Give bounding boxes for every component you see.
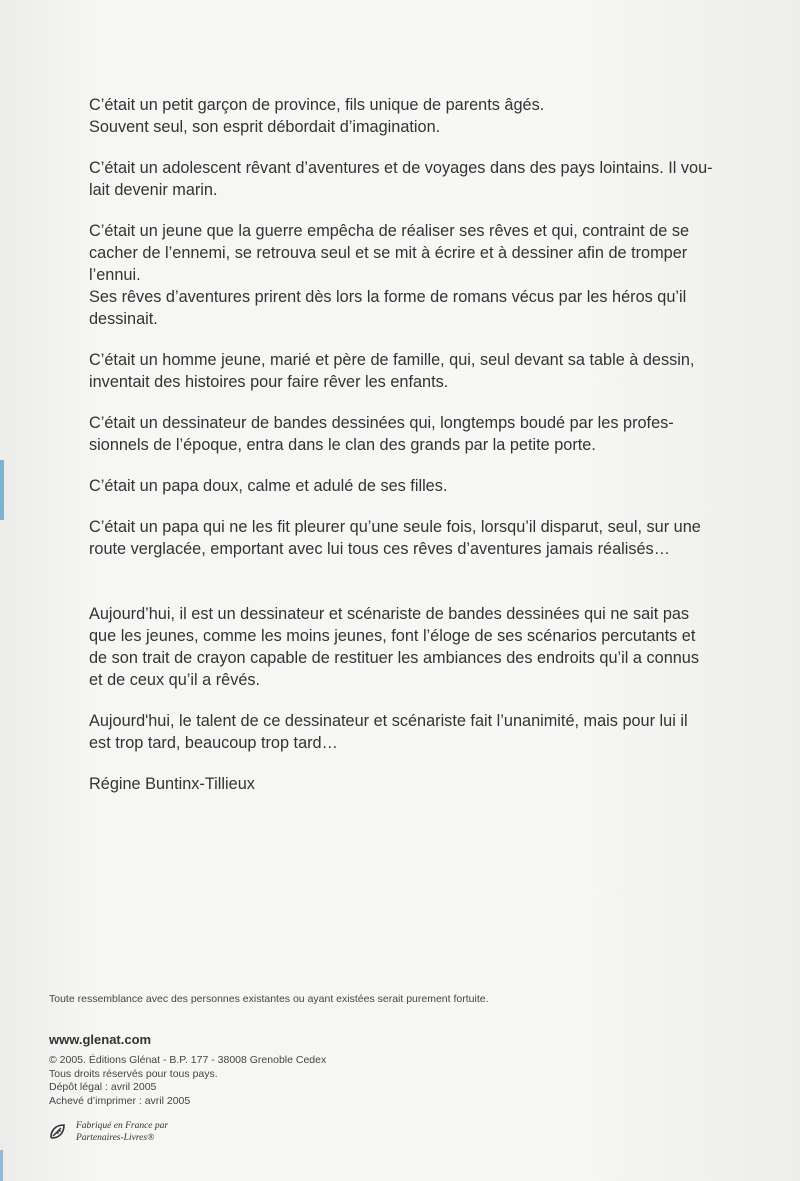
paragraph: Aujourd’hui, il est un dessinateur et scénariste de bandes dessinées qui ne sait pas que les jeunes, comme les moins jeunes, font l’éloge de ses scénarios percutants et de son trait de crayon capable de restituer les ambiances des endroits qu’il a connus et de ceux qu’il a rêvés. [89,605,699,689]
rights-line: Tous droits réservés pour tous pays. [49,1067,218,1080]
legal-notice [49,1054,326,1108]
printed-line: Achevé d’imprimer : avril 2005 [49,1094,191,1107]
printer-line-2: Partenaires-Livres® [76,1133,155,1143]
printer-line-1: Fabriqué en France par [76,1121,169,1131]
website-link[interactable]: www.glenat.com [49,1032,152,1047]
paragraph: C’était un adolescent rêvant d’aventures et de voyages dans des pays lointains. Il vou- lait devenir marin. [89,159,713,199]
printer-credit [48,1120,168,1144]
signature: Régine Buntinx-Tillieux [89,775,255,793]
paragraph: C’était un jeune que la guerre empêcha de réaliser ses rêves et qui, contraint de se cacher de l’ennemi, se retrouva seul et se mit à écrire et à dessiner afin de tromper l’ennui. Ses rêves d’aventures prirent dès lors la forme de romans vécus par les héros qu’il dessinait. [89,222,690,328]
printer-text [76,1120,168,1144]
paragraph: C’était un petit garçon de province, fils unique de parents âgés. Souvent seul, son esprit débordait d’imagination. [89,96,545,136]
page-edge-mark [0,460,4,520]
copyright-line: © 2005. Éditions Glénat - B.P. 177 - 38008 Grenoble Cedex [49,1054,327,1066]
paragraph: C’était un homme jeune, marié et père de famille, qui, seul devant sa table à dessin, inventait des histoires pour faire rêver les enfants. [89,351,695,391]
main-text [89,94,755,814]
paragraph: Aujourd'hui, le talent de ce dessinateur et scénariste fait l’unanimité, mais pour lui il est trop tard, beaucoup trop tard… [89,712,688,752]
page-edge-mark-bottom [0,1150,3,1181]
legal-deposit-line: Dépôt légal : avril 2005 [49,1081,157,1093]
paragraph: C’était un dessinateur de bandes dessinées qui, longtemps boudé par les profes- sionnels de l’époque, entra dans le clan des grands par la petite porte. [89,414,674,454]
paragraph: C’était un papa doux, calme et adulé de ses filles. [89,477,448,495]
paragraph: C’était un papa qui ne les fit pleurer qu’une seule fois, lorsqu’il disparut, seul, sur une route verglacée, emportant avec lui tous ces rêves d’aventures jamais réalisés… [89,518,701,558]
recycle-leaf-icon [48,1122,68,1142]
disclaimer: Toute ressemblance avec des personnes existantes ou ayant existées serait purement fortuite. [49,993,489,1005]
